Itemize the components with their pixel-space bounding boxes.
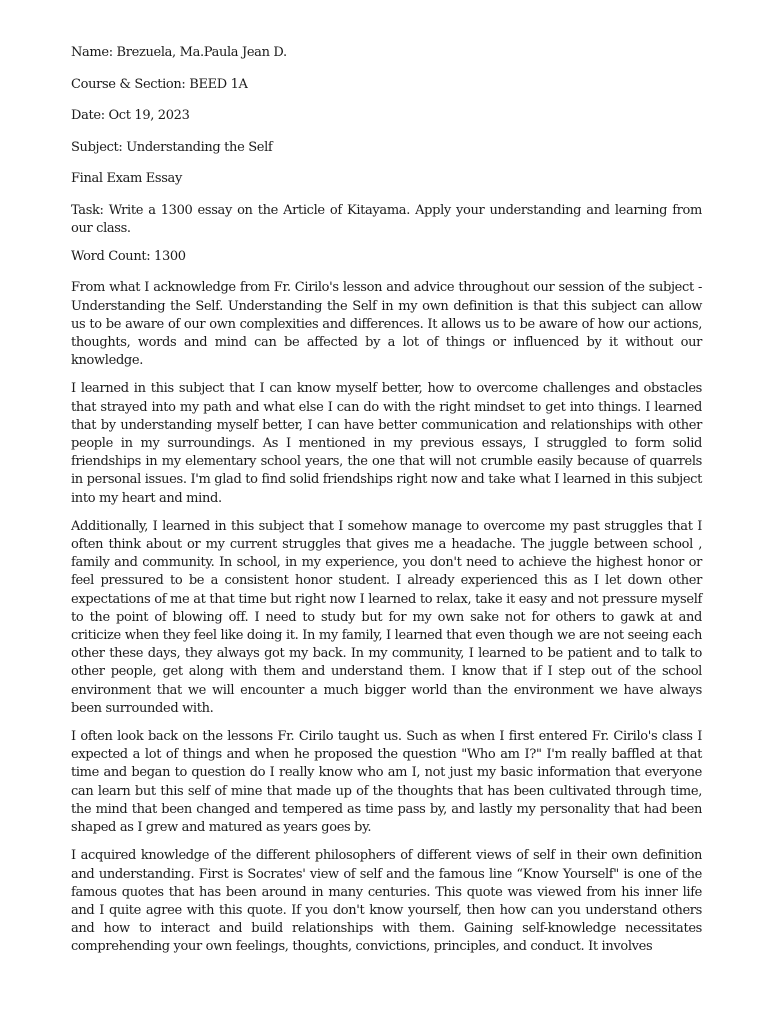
task-description: Task: Write a 1300 essay on the Article of Kitayama. Apply your understanding and learning from our class. (71, 202, 702, 236)
essay-paragraph: I acquired knowledge of the different philosophers of different views of self in their own definition and understanding. First is Socrates' view of self and the famous line “Know Yourself" is one of the famous quotes that has been around in many centuries. This quote was viewed from his inner life and I quite agree with this quote. If you don't know yourself, then how can you understand others and how to interact and build relationships with them. Gaining self-knowledge necessitates comprehending your own feelings, thoughts, convictions, principles, and conduct. It involves (71, 848, 702, 955)
essay-paragraph: Additionally, I learned in this subject that I somehow manage to overcome my past struggles that I often think about or my current struggles that gives me a headache. The juggle between school , family and community. In school, in my experience, you don't need to achieve the highest honor or feel pressured to be a consistent honor student. I already experienced this as I let down other expectations of me at that time but right now I learned to relax, take it easy and not pressure myself to the point of blowing off. I need to study but for my own sake not for others to gawk at and criticize when they feel like doing it. In my family, I learned that even though we are not seeing each other these days, they always got my back. In my community, I learned to be patient and to talk to other people, get along with them and understand them. I know that if I step out of the school environment that we will encounter a much bigger world than the environment we have always been surrounded with. (71, 518, 702, 716)
essay-paragraph: From what I acknowledge from Fr. Cirilo's lesson and advice throughout our session of the subject - Understanding the Self. Understanding the Self in my own definition is that this subject can allow us to be aware of our own complexities and differences. It allows us to be aware of how our actions, thoughts, words and mind can be affected by a lot of things or influenced by it without our knowledge. (71, 280, 702, 369)
essay-paragraph: I learned in this subject that I can know myself better, how to overcome challenges and obstacles that strayed into my path and what else I can do with the right mindset to get into things. I learned that by understanding myself better, I can have better communication and relationships with other people in my surroundings. As I mentioned in my previous essays, I struggled to form solid friendships in my elementary school years, the one that will not crumble easily because of quarrels in personal issues. I'm glad to find solid friendships right now and take what I learned in this subject into my heart and mind. (71, 381, 702, 506)
document-body (71, 44, 702, 967)
essay-paragraph: I often look back on the lessons Fr. Cirilo taught us. Such as when I first entered Fr. Cirilo's class I expected a lot of things and when he proposed the question "Who am I?" I'm really baffled at that time and began to question do I really know who am I, not just my basic information that everyone can learn but this self of mine that made up of the thoughts that has been cultivated through time, the mind that been changed and tempered as time pass by, and lastly my personality that had been shaped as I grew and matured as years goes by. (71, 729, 702, 836)
student-name: Name: Brezuela, Ma.Paula Jean D. (71, 45, 287, 60)
word-count: Word Count: 1300 (71, 248, 186, 264)
date: Date: Oct 19, 2023 (71, 108, 190, 123)
subject: Subject: Understanding the Self (71, 139, 273, 155)
course-section: Course & Section: BEED 1A (71, 76, 248, 92)
essay-title: Final Exam Essay (71, 171, 182, 186)
